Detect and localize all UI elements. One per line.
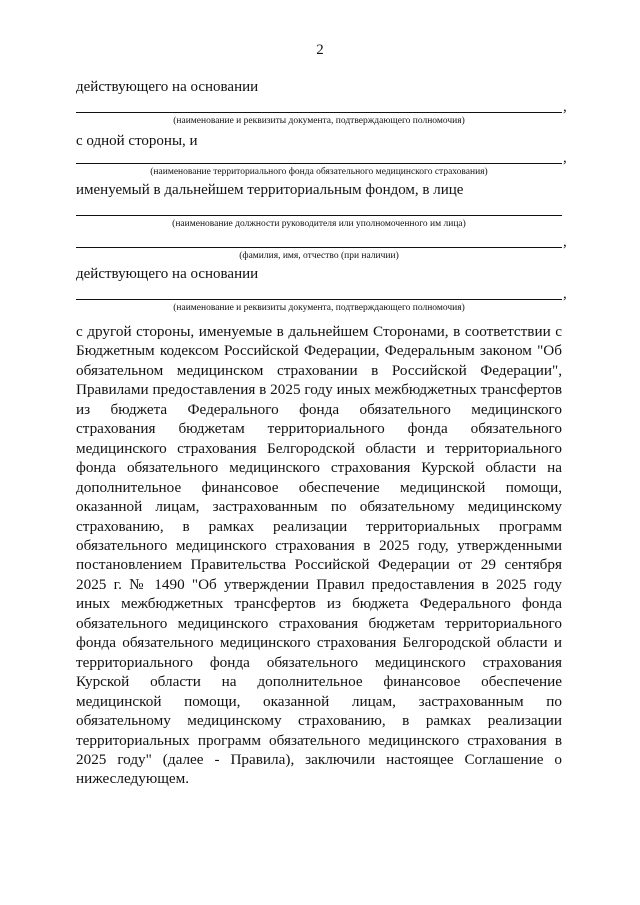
person-name-comma: , xyxy=(563,234,567,250)
position-caption: (наименование должности руководителя или уполномоченного им лица) xyxy=(172,219,466,229)
person-name-line xyxy=(76,247,562,248)
position-line xyxy=(76,215,562,216)
basis-comma-second: , xyxy=(563,286,567,302)
basis-document-line xyxy=(76,112,562,113)
basis-document-line-second xyxy=(76,299,562,300)
fund-name-caption: (наименование территориального фонда обязательного медицинского страхования) xyxy=(150,167,488,177)
fund-name-line xyxy=(76,163,562,164)
page-number: 2 xyxy=(316,42,324,58)
basis-comma: , xyxy=(563,99,567,115)
person-name-caption: (фамилия, имя, отчество (при наличии) xyxy=(239,251,399,261)
named-fund-label: именуемый в дальнейшем территориальным фондом, в лице xyxy=(76,182,464,198)
basis-label: действующего на основании xyxy=(76,79,259,95)
basis-label-second: действующего на основании xyxy=(76,266,259,282)
basis-document-caption: (наименование и реквизиты документа, подтверждающего полномочия) xyxy=(173,116,465,126)
first-party-label: с одной стороны, и xyxy=(76,133,198,149)
fund-name-comma: , xyxy=(563,150,567,166)
agreement-paragraph: с другой стороны, именуемые в дальнейшем Сторонами, в соответствии с Бюджетным кодексом Российской Федерации, Федеральным законом "Об обязательном медицинском страховании в Российской Федерации", Правилами предоставления в 2025 году иных межбюджетных трансфертов из бюджета Федерального фонда обязательного медицинского страхования бюджетам территориального фонда обязательного медицинского страхования Белгородской области и территориального фонда обязательного медицинского страхования Курской области на дополнительное финансовое обеспечение медицинской помощи, оказанной лицам, застрахованным по обязательному медицинскому страхованию, в рамках реализации территориальных программ обязательного медицинского страхования в 2025 году, утвержденными постановлением Правительства Российской Федерации от 29 сентября 2025 г. № 1490 "Об утверждении Правил предоставления в 2025 году иных межбюджетных трансфертов из бюджета Федерального фонда обязательного медицинского страхования бюджетам территориального фонда обязательного медицинского страхования Белгородской области и территориального фонда обязательного медицинского страхования Курской области на дополнительное финансовое обеспечение медицинской помощи, оказанной лицам, застрахованным по обязательному медицинскому страхованию, в рамках реализации территориальных программ обязательного медицинского страхования в 2025 году" (далее - Правила), заключили настоящее Соглашение о нижеследующем. xyxy=(76,323,562,788)
basis-document-caption-second: (наименование и реквизиты документа, подтверждающего полномочия) xyxy=(173,303,465,313)
